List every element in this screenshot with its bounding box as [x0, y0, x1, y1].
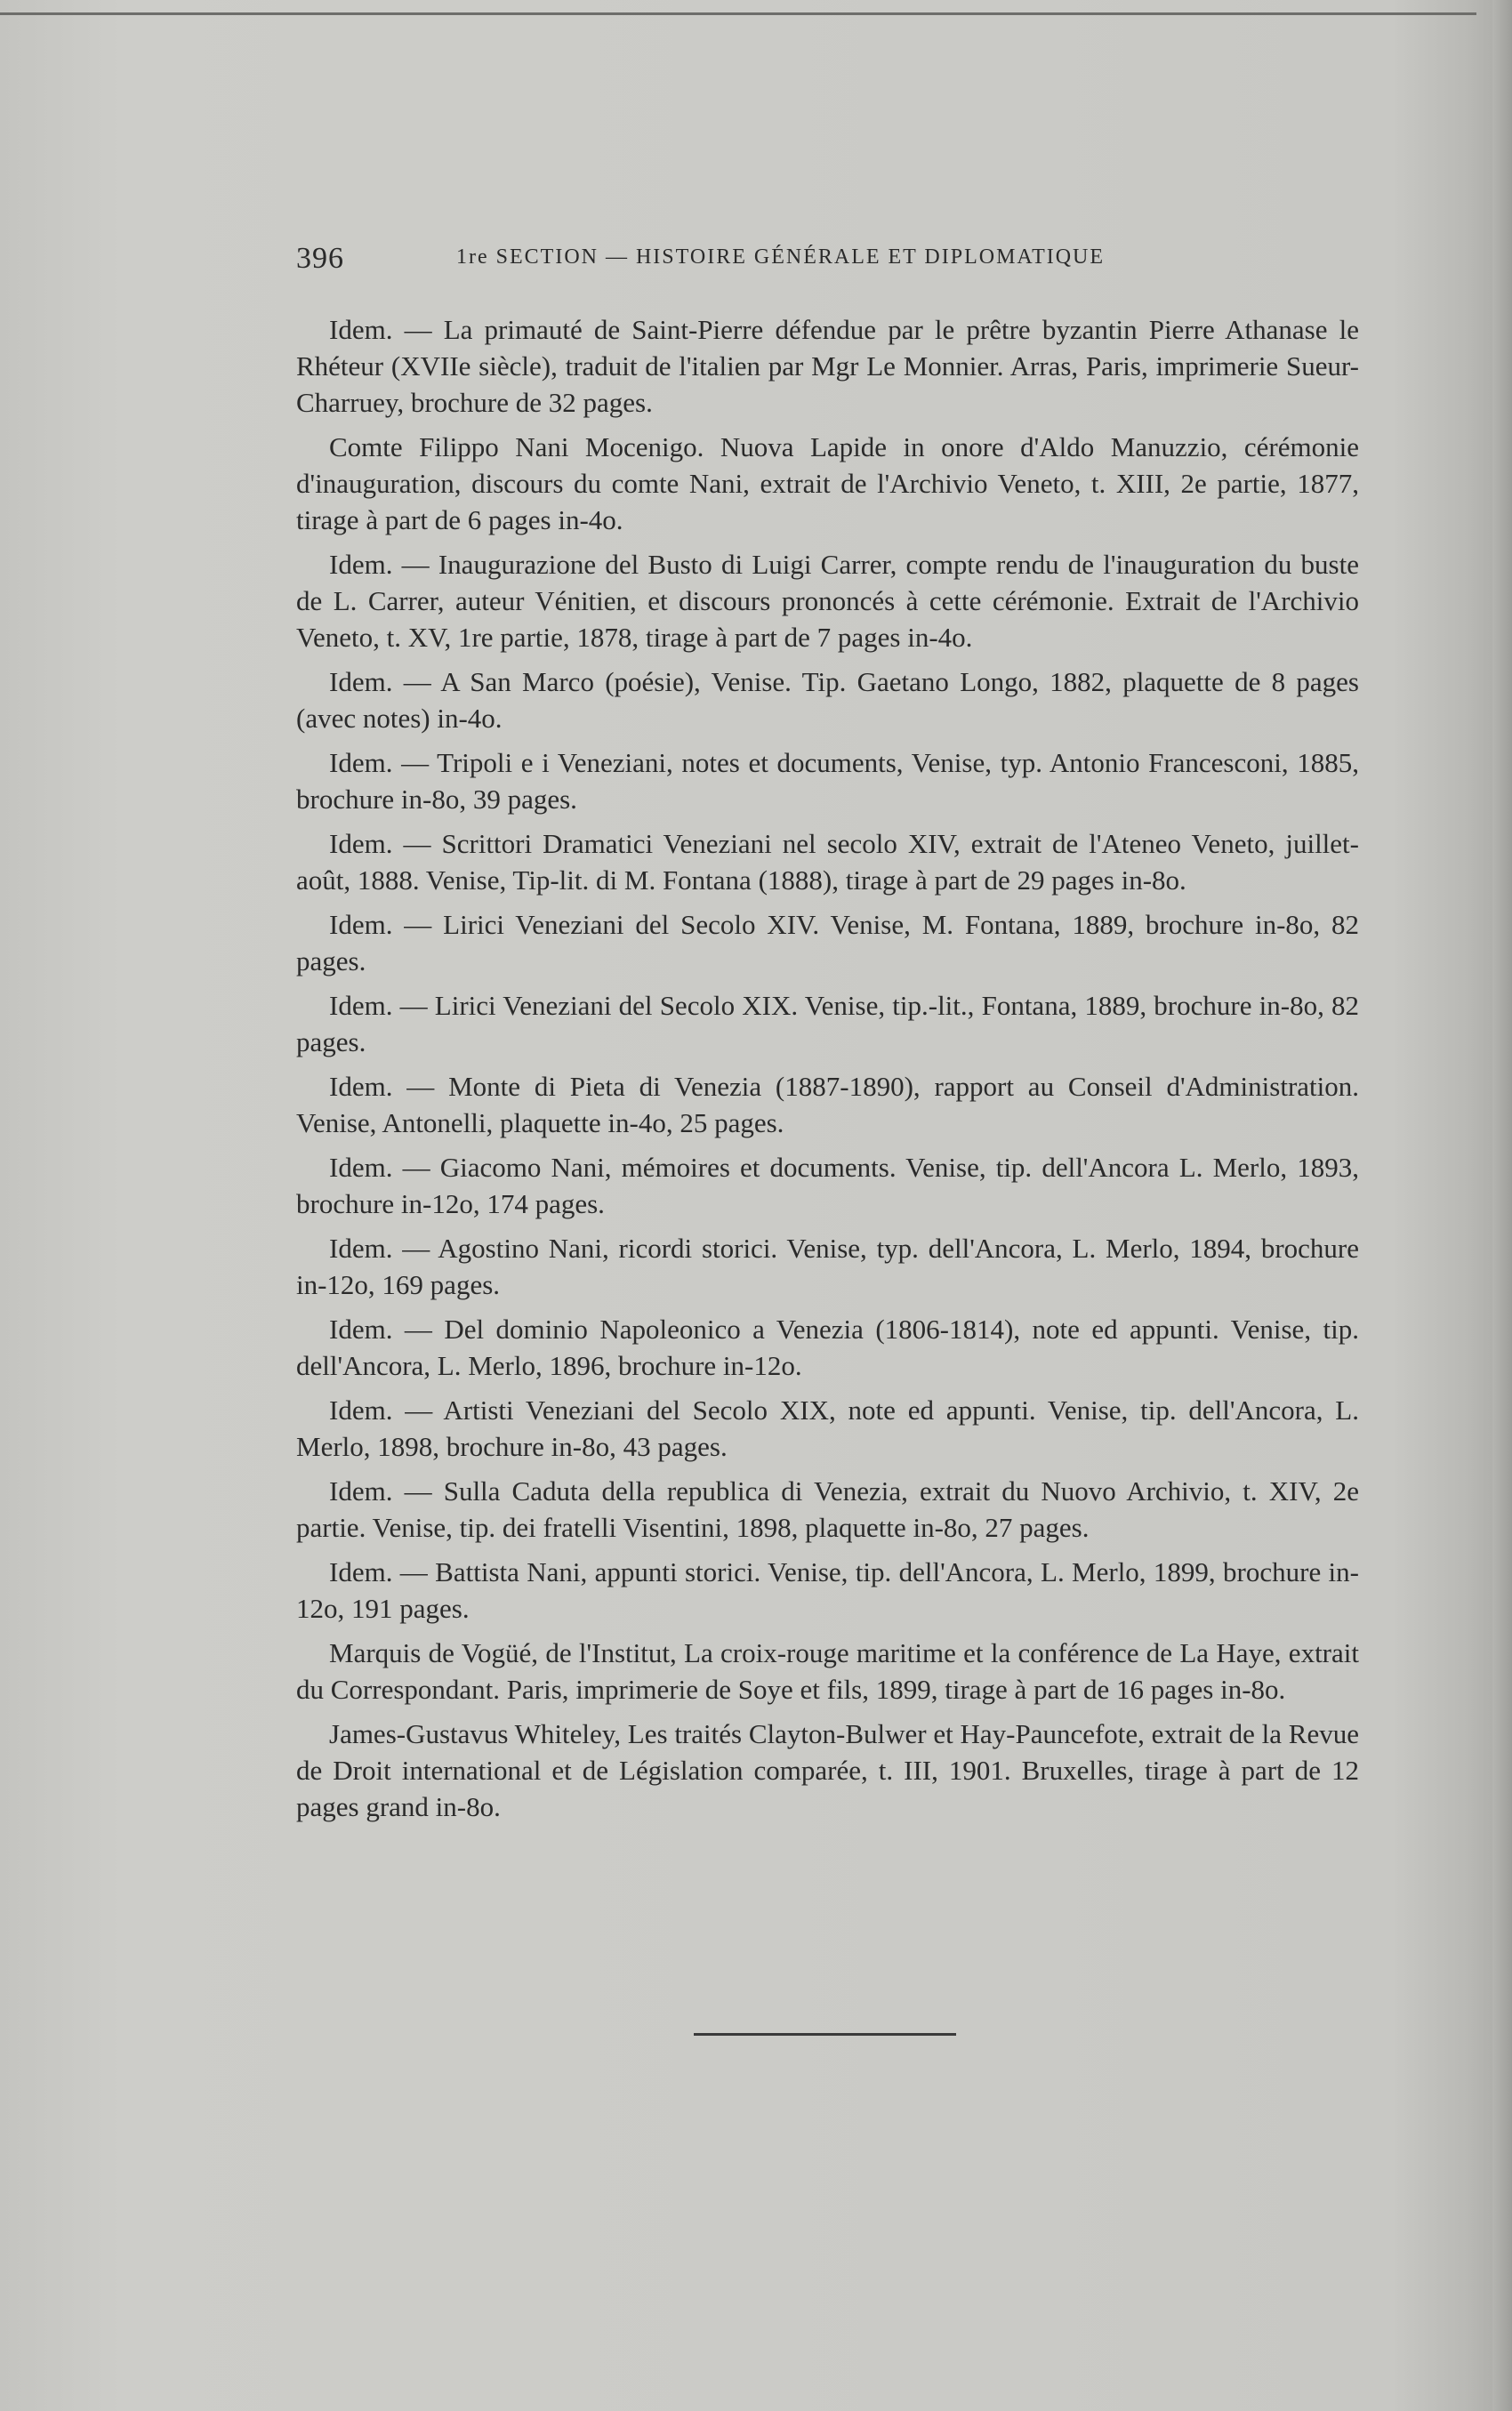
running-head: 1re SECTION — HISTOIRE GÉNÉRALE ET DIPLOMATIQUE — [456, 245, 1106, 269]
bibliography-entry: Idem. — Tripoli e i Veneziani, notes et documents, Venise, typ. Antonio Francesconi, 1885, brochure in-8o, 39 pages. — [296, 747, 1359, 815]
bibliography-entry: Idem. — Battista Nani, appunti storici. Venise, tip. dell'Ancora, L. Merlo, 1899, brochure in-12o, 191 pages. — [296, 1556, 1359, 1624]
bibliography-entry: Idem. — Giacomo Nani, mémoires et documents. Venise, tip. dell'Ancora L. Merlo, 1893, brochure in-12o, 174 pages. — [296, 1152, 1359, 1219]
page-header — [296, 242, 1363, 277]
bibliography-entry: James-Gustavus Whiteley, Les traités Clayton-Bulwer et Hay-Pauncefote, extrait de la Revue de Droit international et de Législation comparée, t. III, 1901. Bruxelles, tirage à part de 12 pages grand in-8o. — [296, 1718, 1359, 1822]
bibliography-entry: Idem. — Agostino Nani, ricordi storici. Venise, typ. dell'Ancora, L. Merlo, 1894, brochure in-12o, 169 pages. — [296, 1233, 1359, 1300]
bibliography-entry: Idem. — Inaugurazione del Busto di Luigi Carrer, compte rendu de l'inauguration du buste de L. Carrer, auteur Vénitien, et discours prononcés à cette cérémonie. Extrait de l'Archivio Veneto, t. XV, 1re partie, 1878, tirage à part de 7 pages in-4o. — [296, 549, 1359, 653]
bibliography-entry: Comte Filippo Nani Mocenigo. Nuova Lapide in onore d'Aldo Manuzzio, cérémonie d'inauguration, discours du comte Nani, extrait de l'Archivio Veneto, t. XIII, 2e partie, 1877, tirage à part de 6 pages in-4o. — [296, 431, 1359, 535]
bibliography-entry: Marquis de Vogüé, de l'Institut, La croix-rouge maritime et la conférence de La Haye, extrait du Correspondant. Paris, imprimerie de Soye et fils, 1899, tirage à part de 16 pages in-8o. — [296, 1637, 1359, 1705]
end-of-section-rule — [694, 2033, 956, 2036]
bibliography-entry: Idem. — A San Marco (poésie), Venise. Tip. Gaetano Longo, 1882, plaquette de 8 pages (avec notes) in-4o. — [296, 666, 1359, 734]
bibliography-entry: Idem. — Del dominio Napoleonico a Venezia (1806-1814), note ed appunti. Venise, tip. dell'Ancora, L. Merlo, 1896, brochure in-12o. — [296, 1314, 1359, 1381]
page-right-edge — [1492, 0, 1512, 2411]
bibliography-entry: Idem. — Lirici Veneziani del Secolo XIX. Venise, tip.-lit., Fontana, 1889, brochure in-8o, 82 pages. — [296, 990, 1359, 1057]
bibliography-entry: Idem. — Sulla Caduta della republica di Venezia, extrait du Nuovo Archivio, t. XIV, 2e partie. Venise, tip. dei fratelli Visentini, 1898, plaquette in-8o, 27 pages. — [296, 1475, 1359, 1543]
top-edge-rule — [0, 12, 1476, 15]
bibliography-entry: Idem. — La primauté de Saint-Pierre défendue par le prêtre byzantin Pierre Athanase le Rhéteur (XVIIe siècle), traduit de l'italien par Mgr Le Monnier. Arras, Paris, imprimerie Sueur-Charruey, brochure de 32 pages. — [296, 314, 1359, 418]
bibliography-entry: Idem. — Artisti Veneziani del Secolo XIX, note ed appunti. Venise, tip. dell'Ancora, L. Merlo, 1898, brochure in-8o, 43 pages. — [296, 1394, 1359, 1462]
bibliography-list — [296, 311, 1359, 1833]
bibliography-entry: Idem. — Scrittori Dramatici Veneziani nel secolo XIV, extrait de l'Ateneo Veneto, juillet-août, 1888. Venise, Tip-lit. di M. Fontana (1888), tirage à part de 29 pages in-8o. — [296, 828, 1359, 896]
bibliography-entry: Idem. — Lirici Veneziani del Secolo XIV. Venise, M. Fontana, 1889, brochure in-8o, 82 pages. — [296, 909, 1359, 976]
bibliography-entry: Idem. — Monte di Pieta di Venezia (1887-1890), rapport au Conseil d'Administration. Venise, Antonelli, plaquette in-4o, 25 pages. — [296, 1071, 1359, 1138]
page-number: 396 — [296, 242, 344, 275]
